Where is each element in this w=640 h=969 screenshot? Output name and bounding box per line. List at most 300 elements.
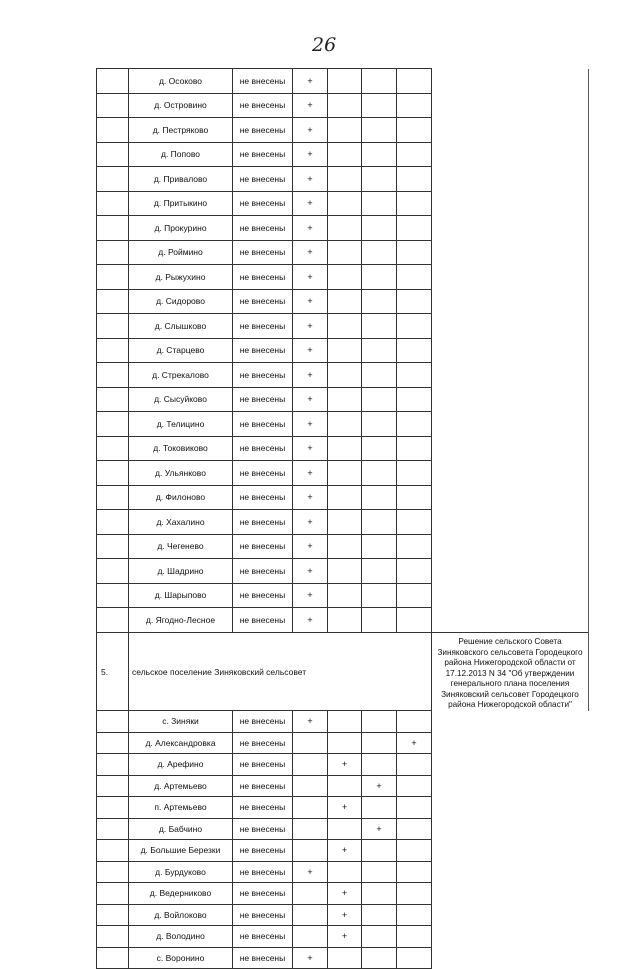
status-cell: не внесены (233, 118, 293, 143)
settlement-name: д. Токовиково (129, 436, 233, 461)
row-number-cell (97, 818, 129, 840)
document-cell (432, 338, 589, 363)
table-row (97, 818, 589, 840)
table-row (97, 412, 589, 437)
mark-cell-4 (397, 775, 432, 797)
mark-cell-3 (362, 583, 397, 608)
status-cell: не внесены (233, 338, 293, 363)
mark-cell-1: + (293, 947, 328, 969)
settlement-name: д. Шарыпово (129, 583, 233, 608)
mark-cell-3: + (362, 775, 397, 797)
settlement-name: д. Попово (129, 142, 233, 167)
table-row (97, 510, 589, 535)
status-cell: не внесены (233, 534, 293, 559)
table-row (97, 387, 589, 412)
row-number-cell (97, 461, 129, 486)
document-cell (432, 142, 589, 167)
mark-cell-2 (328, 289, 362, 314)
mark-cell-4 (397, 191, 432, 216)
mark-cell-3: + (362, 818, 397, 840)
status-cell: не внесены (233, 711, 293, 733)
mark-cell-1 (293, 818, 328, 840)
mark-cell-1 (293, 904, 328, 926)
settlement-name: д. Хахалино (129, 510, 233, 535)
mark-cell-1: + (293, 510, 328, 535)
document-cell (432, 240, 589, 265)
status-cell: не внесены (233, 240, 293, 265)
mark-cell-3 (362, 240, 397, 265)
row-number-cell (97, 387, 129, 412)
table-row (97, 861, 589, 883)
mark-cell-1: + (293, 711, 328, 733)
mark-cell-4 (397, 904, 432, 926)
mark-cell-4 (397, 559, 432, 584)
mark-cell-2 (328, 93, 362, 118)
mark-cell-4 (397, 363, 432, 388)
mark-cell-1: + (293, 142, 328, 167)
mark-cell-3 (362, 947, 397, 969)
table-row (97, 93, 589, 118)
mark-cell-1 (293, 797, 328, 819)
document-cell (432, 265, 589, 290)
mark-cell-3 (362, 485, 397, 510)
mark-cell-4 (397, 510, 432, 535)
document-cell (432, 314, 589, 339)
mark-cell-3 (362, 314, 397, 339)
mark-cell-4 (397, 265, 432, 290)
mark-cell-1 (293, 754, 328, 776)
mark-cell-2 (328, 387, 362, 412)
status-cell: не внесены (233, 216, 293, 241)
mark-cell-2: + (328, 840, 362, 862)
row-number-cell (97, 608, 129, 633)
row-number-cell (97, 485, 129, 510)
mark-cell-2 (328, 363, 362, 388)
mark-cell-4 (397, 583, 432, 608)
settlement-name: д. Притыкино (129, 191, 233, 216)
row-number-cell (97, 191, 129, 216)
settlement-name: д. Чегенево (129, 534, 233, 559)
settlement-name: д. Пестряково (129, 118, 233, 143)
section-document: Решение сельского Совета Зиняковского сельсовета Городецкого района Нижегородской области от 17.12.2013 N 34 "Об утверждении генерального плана поселения Зиняковский сельсовет Городецкого района Нижегородской области" (432, 633, 589, 711)
table-row (97, 191, 589, 216)
mark-cell-2 (328, 314, 362, 339)
settlement-name: д. Войлоково (129, 904, 233, 926)
row-number-cell (97, 883, 129, 905)
mark-cell-2 (328, 191, 362, 216)
rows-bottom-group (97, 711, 589, 969)
settlement-name: д. Островино (129, 93, 233, 118)
mark-cell-1: + (293, 583, 328, 608)
mark-cell-2: + (328, 797, 362, 819)
table-row (97, 754, 589, 776)
mark-cell-4 (397, 436, 432, 461)
settlement-name: д. Телицино (129, 412, 233, 437)
mark-cell-4 (397, 216, 432, 241)
mark-cell-3 (362, 118, 397, 143)
mark-cell-4 (397, 840, 432, 862)
mark-cell-4 (397, 412, 432, 437)
status-cell: не внесены (233, 314, 293, 339)
document-cell (432, 363, 589, 388)
mark-cell-4 (397, 711, 432, 733)
mark-cell-3 (362, 711, 397, 733)
row-number-cell (97, 265, 129, 290)
mark-cell-3 (362, 608, 397, 633)
mark-cell-3 (362, 534, 397, 559)
mark-cell-4 (397, 167, 432, 192)
settlement-name: п. Артемьево (129, 797, 233, 819)
document-cell (432, 191, 589, 216)
mark-cell-2 (328, 947, 362, 969)
mark-cell-3 (362, 754, 397, 776)
row-number-cell (97, 436, 129, 461)
mark-cell-2 (328, 510, 362, 535)
settlement-name: д. Сысуйково (129, 387, 233, 412)
status-cell: не внесены (233, 861, 293, 883)
settlement-name: д. Ведерниково (129, 883, 233, 905)
status-cell: не внесены (233, 363, 293, 388)
mark-cell-3 (362, 861, 397, 883)
mark-cell-3 (362, 216, 397, 241)
settlement-name: д. Привалово (129, 167, 233, 192)
document-cell (432, 510, 589, 535)
mark-cell-1 (293, 926, 328, 948)
mark-cell-1: + (293, 387, 328, 412)
mark-cell-3 (362, 797, 397, 819)
settlements-table (96, 68, 589, 969)
mark-cell-4 (397, 883, 432, 905)
status-cell: не внесены (233, 797, 293, 819)
table-row (97, 485, 589, 510)
settlement-name: д. Шадрино (129, 559, 233, 584)
row-number-cell (97, 947, 129, 969)
mark-cell-4 (397, 289, 432, 314)
table-row (97, 436, 589, 461)
table-row (97, 947, 589, 969)
row-number-cell (97, 338, 129, 363)
mark-cell-2 (328, 775, 362, 797)
status-cell: не внесены (233, 608, 293, 633)
mark-cell-2: + (328, 904, 362, 926)
settlement-name: с. Воронино (129, 947, 233, 969)
mark-cell-1: + (293, 559, 328, 584)
settlement-name: д. Бурдуково (129, 861, 233, 883)
mark-cell-1: + (293, 314, 328, 339)
status-cell: не внесены (233, 732, 293, 754)
mark-cell-3 (362, 338, 397, 363)
mark-cell-2 (328, 861, 362, 883)
mark-cell-1: + (293, 608, 328, 633)
row-number-cell (97, 926, 129, 948)
settlement-name: д. Володино (129, 926, 233, 948)
status-cell: не внесены (233, 461, 293, 486)
mark-cell-2 (328, 583, 362, 608)
mark-cell-2 (328, 69, 362, 94)
table-row (97, 69, 589, 94)
mark-cell-2 (328, 412, 362, 437)
status-cell: не внесены (233, 167, 293, 192)
table-row (97, 840, 589, 862)
rows-top-group (97, 69, 589, 633)
table-row (97, 167, 589, 192)
page-number: 26 (312, 34, 337, 56)
row-number-cell (97, 797, 129, 819)
mark-cell-4 (397, 861, 432, 883)
status-cell: не внесены (233, 93, 293, 118)
status-cell: не внесены (233, 559, 293, 584)
table-row (97, 583, 589, 608)
row-number-cell (97, 904, 129, 926)
mark-cell-3 (362, 926, 397, 948)
table-row (97, 289, 589, 314)
status-cell: не внесены (233, 904, 293, 926)
mark-cell-2 (328, 338, 362, 363)
row-number-cell (97, 840, 129, 862)
mark-cell-4 (397, 926, 432, 948)
table-row (97, 240, 589, 265)
settlement-name: с. Зиняки (129, 711, 233, 733)
document-cell (432, 412, 589, 437)
status-cell: не внесены (233, 142, 293, 167)
row-number-cell (97, 118, 129, 143)
status-cell: не внесены (233, 840, 293, 862)
mark-cell-2 (328, 818, 362, 840)
document-cell (432, 608, 589, 633)
row-number-cell (97, 559, 129, 584)
status-cell: не внесены (233, 947, 293, 969)
mark-cell-2 (328, 118, 362, 143)
mark-cell-4 (397, 314, 432, 339)
mark-cell-1: + (293, 289, 328, 314)
mark-cell-3 (362, 436, 397, 461)
mark-cell-1: + (293, 93, 328, 118)
document-cell (432, 69, 589, 94)
table-row (97, 314, 589, 339)
table-row (97, 775, 589, 797)
mark-cell-3 (362, 461, 397, 486)
section-row (97, 633, 589, 711)
mark-cell-4 (397, 142, 432, 167)
mark-cell-2 (328, 534, 362, 559)
mark-cell-4 (397, 534, 432, 559)
mark-cell-4 (397, 461, 432, 486)
document-cell (432, 583, 589, 608)
mark-cell-3 (362, 732, 397, 754)
mark-cell-3 (362, 167, 397, 192)
mark-cell-4: + (397, 732, 432, 754)
mark-cell-1 (293, 732, 328, 754)
status-cell: не внесены (233, 436, 293, 461)
mark-cell-1: + (293, 167, 328, 192)
document-cell (432, 461, 589, 486)
row-number-cell (97, 534, 129, 559)
mark-cell-4 (397, 69, 432, 94)
table-row (97, 559, 589, 584)
status-cell: не внесены (233, 775, 293, 797)
mark-cell-1: + (293, 861, 328, 883)
mark-cell-3 (362, 883, 397, 905)
mark-cell-2: + (328, 926, 362, 948)
row-number-cell (97, 732, 129, 754)
mark-cell-4 (397, 118, 432, 143)
mark-cell-3 (362, 191, 397, 216)
table-row (97, 711, 589, 733)
mark-cell-2 (328, 167, 362, 192)
table-row (97, 732, 589, 754)
row-number-cell (97, 216, 129, 241)
mark-cell-2: + (328, 883, 362, 905)
row-number-cell (97, 412, 129, 437)
document-cell (432, 387, 589, 412)
mark-cell-1 (293, 775, 328, 797)
mark-cell-4 (397, 608, 432, 633)
table-row (97, 363, 589, 388)
mark-cell-1: + (293, 240, 328, 265)
row-number-cell (97, 240, 129, 265)
section-number: 5. (97, 633, 129, 711)
table-row (97, 338, 589, 363)
status-cell: не внесены (233, 412, 293, 437)
mark-cell-2 (328, 436, 362, 461)
table-row (97, 926, 589, 948)
settlement-name: д. Стрекалово (129, 363, 233, 388)
section-group (97, 633, 589, 711)
settlement-name: д. Осоково (129, 69, 233, 94)
row-number-cell (97, 314, 129, 339)
row-number-cell (97, 69, 129, 94)
settlement-name: д. Сидорово (129, 289, 233, 314)
mark-cell-3 (362, 904, 397, 926)
mark-cell-4 (397, 947, 432, 969)
table-row (97, 265, 589, 290)
mark-cell-2 (328, 265, 362, 290)
row-number-cell (97, 711, 129, 733)
status-cell: не внесены (233, 883, 293, 905)
mark-cell-3 (362, 265, 397, 290)
document-cell (432, 167, 589, 192)
mark-cell-3 (362, 142, 397, 167)
settlement-name: д. Бабчино (129, 818, 233, 840)
settlement-name: д. Прокурино (129, 216, 233, 241)
status-cell: не внесены (233, 289, 293, 314)
mark-cell-2 (328, 559, 362, 584)
document-cell (432, 485, 589, 510)
mark-cell-1: + (293, 485, 328, 510)
mark-cell-3 (362, 93, 397, 118)
status-cell: не внесены (233, 926, 293, 948)
mark-cell-4 (397, 387, 432, 412)
mark-cell-1: + (293, 363, 328, 388)
row-number-cell (97, 93, 129, 118)
mark-cell-3 (362, 69, 397, 94)
document-cell (432, 93, 589, 118)
document-cell (432, 216, 589, 241)
mark-cell-2 (328, 216, 362, 241)
settlement-name: д. Ягодно-Лесное (129, 608, 233, 633)
status-cell: не внесены (233, 583, 293, 608)
table-row (97, 883, 589, 905)
mark-cell-1: + (293, 265, 328, 290)
mark-cell-4 (397, 240, 432, 265)
row-number-cell (97, 861, 129, 883)
status-cell: не внесены (233, 485, 293, 510)
mark-cell-3 (362, 559, 397, 584)
mark-cell-1 (293, 840, 328, 862)
row-number-cell (97, 754, 129, 776)
mark-cell-3 (362, 510, 397, 535)
document-cell (432, 118, 589, 143)
mark-cell-3 (362, 363, 397, 388)
row-number-cell (97, 775, 129, 797)
mark-cell-2 (328, 711, 362, 733)
mark-cell-2 (328, 485, 362, 510)
status-cell: не внесены (233, 510, 293, 535)
mark-cell-4 (397, 338, 432, 363)
mark-cell-4 (397, 818, 432, 840)
document-cell (432, 559, 589, 584)
mark-cell-1 (293, 883, 328, 905)
mark-cell-3 (362, 289, 397, 314)
settlement-name: д. Арефино (129, 754, 233, 776)
mark-cell-4 (397, 797, 432, 819)
status-cell: не внесены (233, 69, 293, 94)
table-row (97, 216, 589, 241)
section-title: сельское поселение Зиняковский сельсовет (129, 633, 432, 711)
mark-cell-1: + (293, 436, 328, 461)
settlement-name: д. Филоново (129, 485, 233, 510)
table-row (97, 534, 589, 559)
table-row (97, 118, 589, 143)
mark-cell-1: + (293, 534, 328, 559)
mark-cell-2 (328, 240, 362, 265)
settlement-name: д. Александровка (129, 732, 233, 754)
mark-cell-4 (397, 93, 432, 118)
row-number-cell (97, 363, 129, 388)
mark-cell-1: + (293, 461, 328, 486)
settlement-name: д. Старцево (129, 338, 233, 363)
settlement-name: д. Ульянково (129, 461, 233, 486)
row-number-cell (97, 142, 129, 167)
table-row (97, 608, 589, 633)
settlement-name: д. Роймино (129, 240, 233, 265)
mark-cell-1: + (293, 412, 328, 437)
mark-cell-3 (362, 840, 397, 862)
row-number-cell (97, 583, 129, 608)
mark-cell-2: + (328, 754, 362, 776)
mark-cell-2 (328, 608, 362, 633)
mark-cell-2 (328, 142, 362, 167)
table-row (97, 461, 589, 486)
row-number-cell (97, 289, 129, 314)
status-cell: не внесены (233, 387, 293, 412)
mark-cell-2 (328, 461, 362, 486)
document-cell (432, 289, 589, 314)
mark-cell-4 (397, 754, 432, 776)
mark-cell-1: + (293, 191, 328, 216)
status-cell: не внесены (233, 191, 293, 216)
settlement-name: д. Слышково (129, 314, 233, 339)
document-cell (432, 534, 589, 559)
mark-cell-1: + (293, 118, 328, 143)
status-cell: не внесены (233, 754, 293, 776)
table-row (97, 797, 589, 819)
document-cell (432, 436, 589, 461)
settlement-name: д. Большие Березки (129, 840, 233, 862)
mark-cell-1: + (293, 216, 328, 241)
table-row (97, 904, 589, 926)
row-number-cell (97, 510, 129, 535)
